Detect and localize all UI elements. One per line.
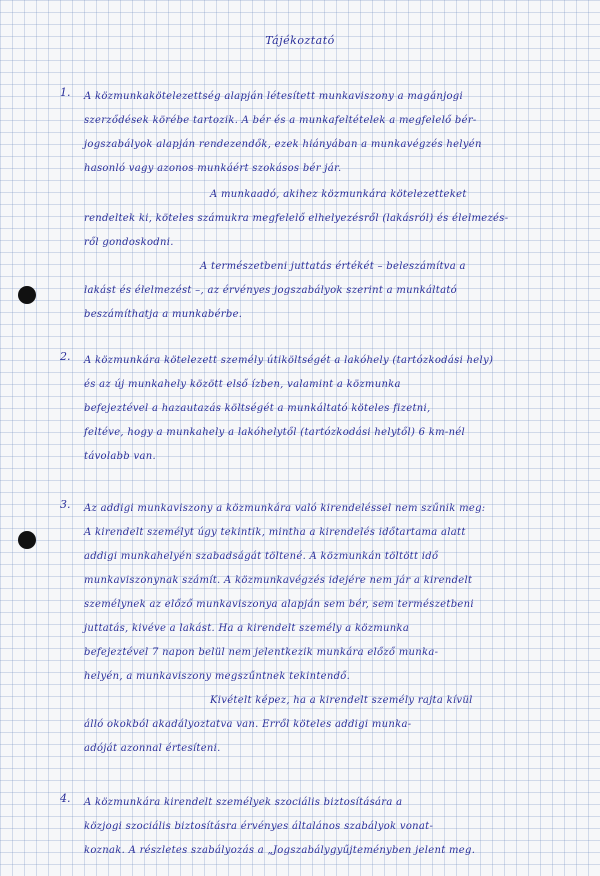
text-line: közjogi szociális biztosításra érvényes általános szabályok vonat- (84, 821, 434, 832)
text-line: befejeztével a hazautazás költségét a munkáltató köteles fizetni, (84, 403, 431, 414)
page-title: Tájékoztató (265, 34, 335, 47)
text-line: lakást és élelmezést –, az érvényes jogszabályok szerint a munkáltató (84, 285, 457, 296)
text-line: rendeltek ki, köteles számukra megfelelő elhelyezésről (lakásról) és élelmezés- (84, 213, 509, 224)
text-line: A közmunkára kirendelt személyek szociális biztosítására a (84, 797, 403, 808)
text-line: Kivételt képez, ha a kirendelt személy rajta kívül (210, 695, 473, 706)
text-line: álló okokból akadályoztatva van. Erről köteles addigi munka- (84, 719, 412, 730)
text-line: A közmunkára kötelezett személy útiköltségét a lakóhely (tartózkodási hely) (84, 355, 494, 366)
text-line: addigi munkahelyén szabadságát töltené. A közmunkán töltött idő (84, 551, 439, 562)
section-number: 4. (60, 792, 71, 805)
text-line: személynek az előző munkaviszonya alapján sem bér, sem természetbeni (84, 599, 474, 610)
section-number: 1. (60, 86, 71, 99)
text-line: munkaviszonynak számít. A közmunkavégzés idejére nem jár a kirendelt (84, 575, 473, 586)
text-line: Az addigi munkaviszony a közmunkára való kirendeléssel nem szűnik meg: (84, 503, 486, 514)
text-line: A munkaadó, akihez közmunkára kötelezetteket (210, 189, 467, 200)
text-line: juttatás, kivéve a lakást. Ha a kirendelt személy a közmunka (84, 623, 410, 634)
text-line: helyén, a munkaviszony megszűntnek tekintendő. (84, 671, 351, 682)
text-line: jogszabályok alapján rendezendők, ezek hiányában a munkavégzés helyén (84, 139, 482, 150)
text-line: befejeztével 7 napon belül nem jelentkezik munkára előző munka- (84, 647, 439, 658)
text-line: feltéve, hogy a munkahely a lakóhelytől (tartózkodási helytől) 6 km-nél (84, 427, 466, 438)
text-line: adóját azonnal értesíteni. (84, 743, 221, 754)
text-line: ről gondoskodni. (84, 237, 174, 248)
text-line: szerződések körébe tartozik. A bér és a munkafeltételek a megfelelő bér- (84, 115, 477, 126)
section-number: 2. (60, 350, 71, 363)
text-line: koznak. A részletes szabályozás a „Jogszabálygyűjteményben jelent meg. (84, 845, 476, 856)
section-number: 3. (60, 498, 71, 511)
punch-hole (18, 286, 36, 304)
text-line: és az új munkahely között első ízben, valamint a közmunka (84, 379, 401, 390)
text-line: távolabb van. (84, 451, 156, 462)
text-line: A közmunkakötelezettség alapján létesített munkaviszony a magánjogi (84, 91, 463, 102)
text-line: A kirendelt személyt úgy tekintik, mintha a kirendelés időtartama alatt (84, 527, 466, 538)
text-line: beszámíthatja a munkabérbe. (84, 309, 243, 320)
punch-hole (18, 531, 36, 549)
text-line: A természetbeni juttatás értékét – beleszámítva a (200, 261, 466, 272)
text-line: hasonló vagy azonos munkáért szokásos bér jár. (84, 163, 342, 174)
